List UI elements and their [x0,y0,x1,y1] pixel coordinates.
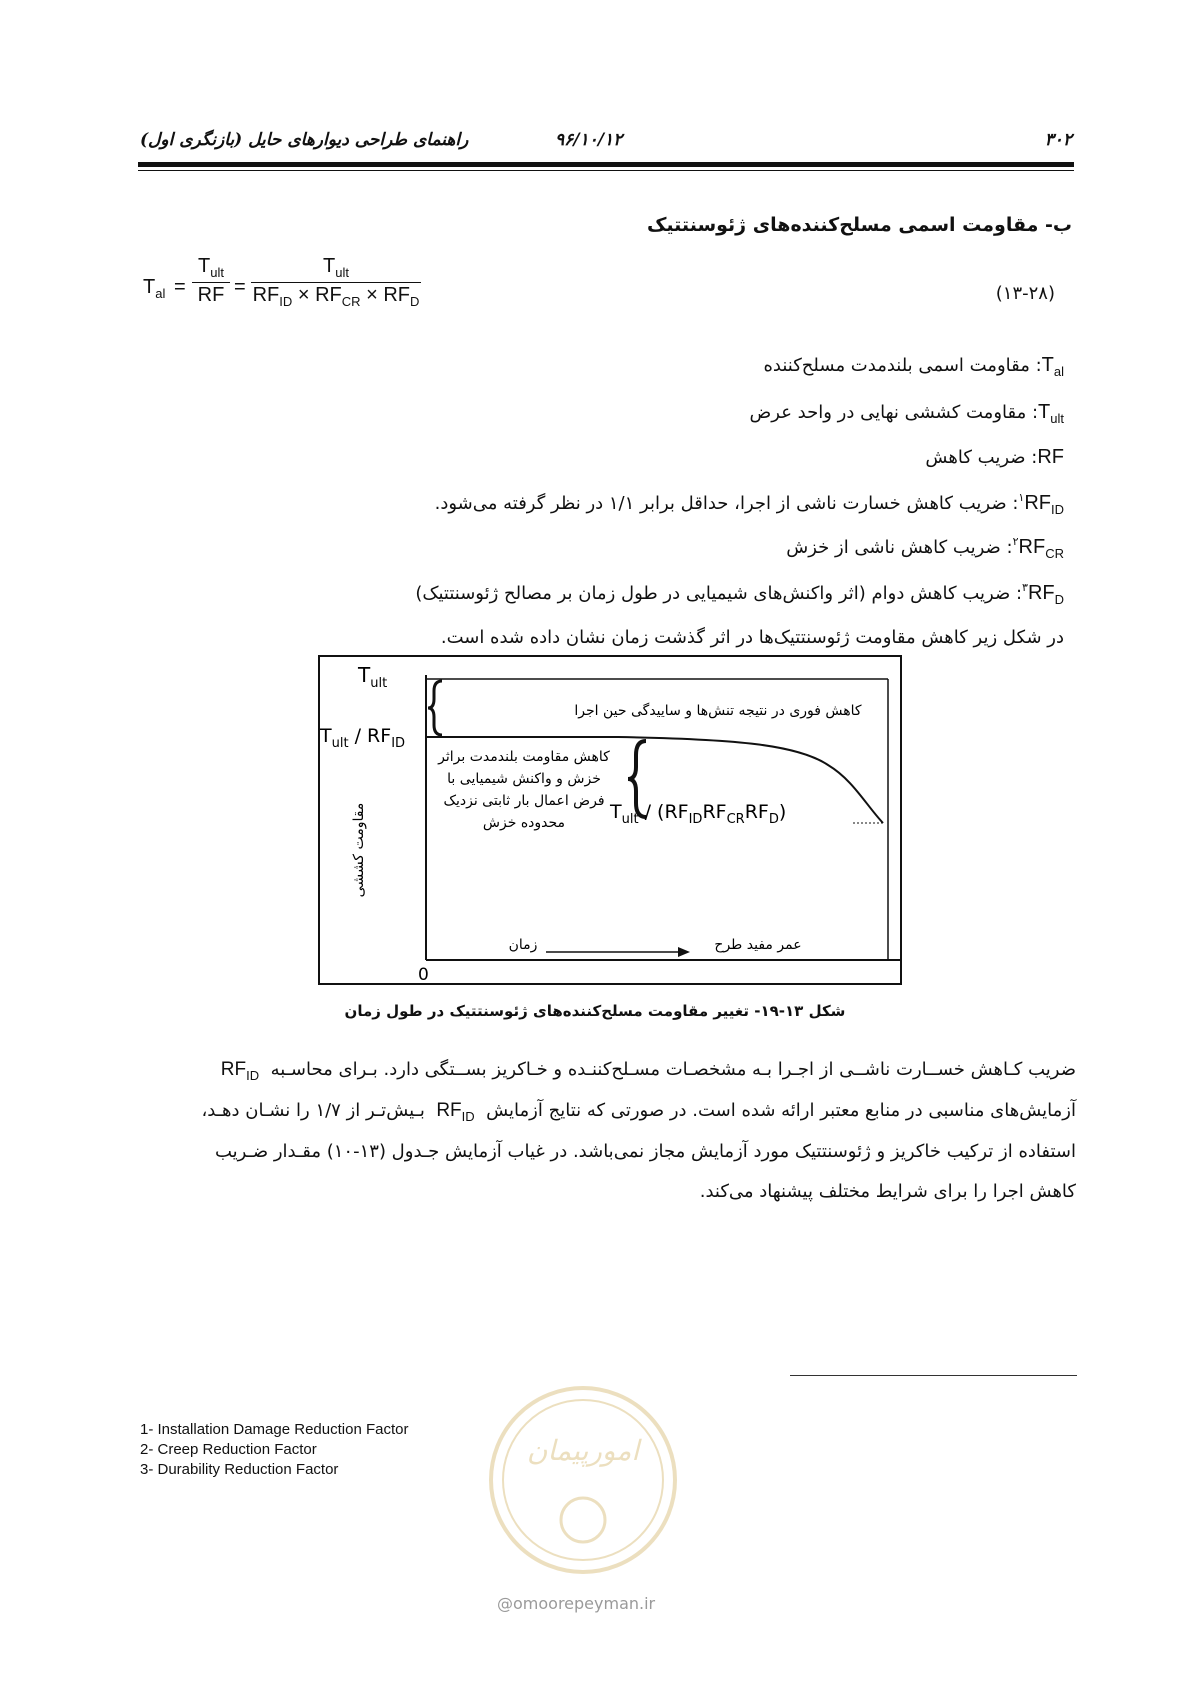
y-axis-label: مقاومت کششی [351,802,367,898]
book-title: راهنمای طراحی دیوارهای حایل (بازنگری اول) [140,130,469,150]
intro-sentence: در شکل زیر کاهش مقاومت ژئوسنتتیک‌ها در اثر گذشت زمان نشان داده شده است. [440,627,1064,648]
equation [143,255,423,325]
seal-text: امورپیمان [526,1434,640,1467]
page-number: ۳۰۲ [1044,130,1072,150]
definition-text: : ضریب کاهش ناشی از خزش [786,537,1013,558]
x-time-label: زمان [508,937,538,953]
definition-row [764,352,1065,380]
label-tult-rfid: $T_{ult} / RF_{ID}$ [320,725,406,751]
design-life-label: عمر مفید طرح [714,937,802,953]
time-arrow-head [678,947,690,957]
eq-sign-2: = [234,276,246,298]
brace-mid-text [437,749,610,831]
definition-text: : ضریب کاهش دوام (اثر واکنش‌های شیمیایی در طول زمان بر مصالح ژئوسنتتیک) [415,583,1023,604]
watermark-url: @omoorepeyman.ir [497,1594,656,1613]
label-tult: $T_{ult}$ [358,663,388,691]
definition-row [925,444,1064,471]
definition-text: : مقاومت کششی نهایی در واحد عرض [749,402,1039,423]
header-rule [138,162,1074,167]
definition-row [750,399,1065,427]
definition-symbol: $T_{ult}$ [1038,401,1064,426]
footnote-1: 1- Installation Damage Reduction Factor [140,1421,409,1438]
brace-mid-line: محدوده خزش [482,815,566,831]
eq-lhs: $T_{al}$ [143,276,166,301]
brace-mid-line: خزش و واکنش شیمیایی با [447,771,601,787]
brace-top [428,681,442,735]
definition-symbol: $T_{al}$ [1041,354,1064,379]
equation-number: (۱۳-۲۸) [995,283,1055,304]
brace-mid-line: کاهش مقاومت بلندمدت براثر [438,749,610,765]
definition-symbol: $^۲RF_{CR}$ [1012,536,1064,561]
brace-mid-line: فرض اعمال بار ثابتی نزدیک [443,793,605,809]
definition-text: : ضریب کاهش [925,447,1038,468]
figure-caption: شکل ۱۳-۱۹- تغییر مقاومت مسلح‌کننده‌های ژئوسنتتیک در طول زمان [344,1002,846,1020]
definition-row [435,490,1064,519]
definition-symbol: $^۳RF_D$ [1022,582,1064,607]
footnote-2: 2- Creep Reduction Factor [140,1441,317,1458]
strength-time-figure [318,655,902,985]
body-paragraph: ضریب کـاهش خســارت ناشــی از اجـرا بـه مشخصـات مسـلح‌کننـده و خـاکریز بســتگی دارد. بـرای محاسـبه $RF_{ID}$ آزمایش‌های مناسبی در منابع معتبر ارائه شده است. در صورتی که نتایج آزمایش $RF_{ID}$ بـیش‌تـر از ۱/۷ را نشـان دهـد، استفاده از ترکیب خاکریز و ژئوسنتتیک مورد آزمایش مجاز نمی‌باشد. در غیاب آزمایش جـدول (۱۳-۱۰) مقـدار ضـریب کاهش اجرا را برای شرایط مختلف پیشنهاد می‌کند. [201,1059,1076,1202]
watermark-seal [483,1380,683,1590]
rf-id-symbol-1: $RF_{ID}$ [220,1059,260,1083]
eq-frac2: $T_{ult}$ $RF_{ID} \times RF_{CR} \times RF_D$ [252,255,420,309]
header-date: ۹۶/۱۰/۱۲ [555,130,623,150]
definition-text: : ضریب کاهش خسارت ناشی از اجرا، حداقل برابر ۱/۱ در نظر گرفته می‌شود. [434,493,1019,514]
long-term-label: $T_{ult} / (RF_{ID}RF_{CR}RF_D)$ [610,801,787,827]
footnote-3: 3- Durability Reduction Factor [140,1461,339,1478]
eq-frac1: $T_{ult}$ RF [192,255,230,307]
definition-row [415,580,1064,609]
definition-text: : مقاومت اسمی بلندمدت مسلح‌کننده [763,355,1042,376]
header-rule-thin [138,170,1074,171]
section-title: ب- مقاومت اسمی مسلح‌کننده‌های ژئوسنتتیک [646,214,1072,236]
rf-id-symbol-2: $RF_{ID}$ [436,1100,475,1124]
definition-symbol: $^۱RF_{ID}$ [1018,492,1064,517]
definition-row [786,534,1064,563]
eq-sign: = [174,276,186,298]
footnote-rule [790,1375,1077,1376]
definition-symbol: RF [1037,446,1064,468]
brace-top-text: کاهش فوری در نتیجه تنش‌ها و سایید‌گی حین اجرا [574,703,862,719]
x-origin: 0 [418,965,429,985]
